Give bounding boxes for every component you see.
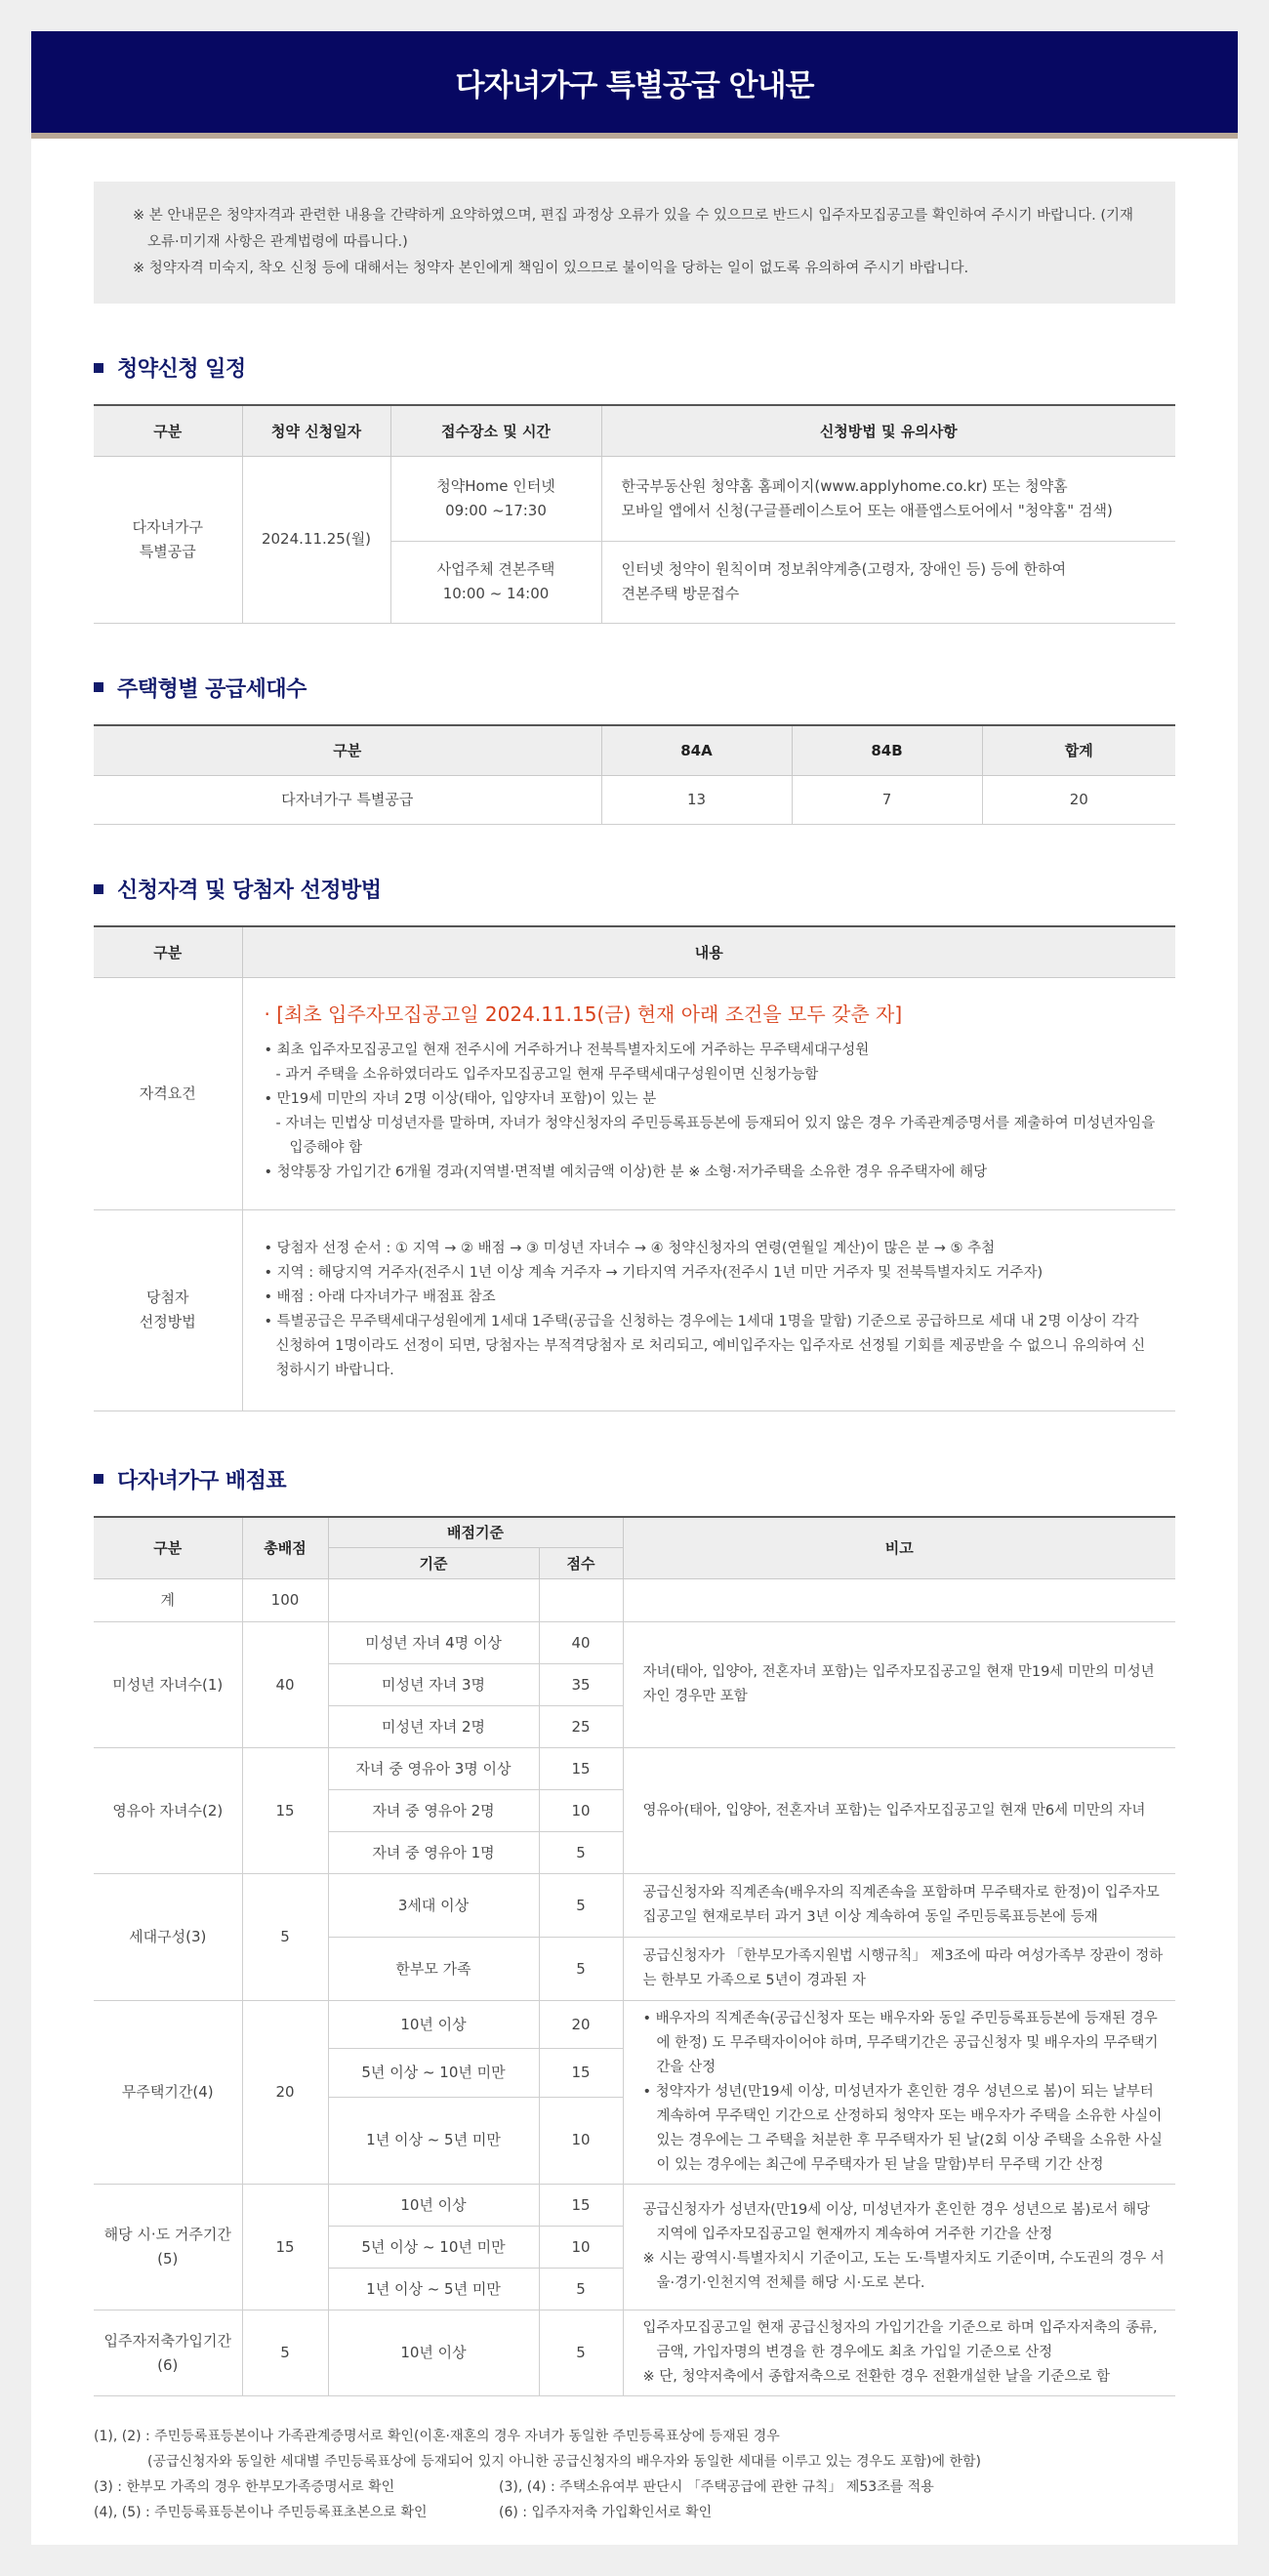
score-points: 40: [539, 1622, 623, 1664]
notice-line: ※ 청약자격 미숙지, 착오 신청 등에 대해서는 청약자 본인에게 책임이 있으므로 불이익을 당하는 일이 없도록 유의하여 주시기 바랍니다.: [133, 261, 969, 276]
score-points: 10: [539, 1790, 623, 1832]
qualification-table: 구분 내용 자격요건 · [최초 입주자모집공고일 2024.11.15(금) 현재 아래 조건을 모두 갖춘 자] • 최초 입주자모집공고일 현재 전주시에 거주하거나 전북특별자치도에 거주하는 무주택세대구성원 - 과거 주택을 소유하였더라도 입주자모집공고일 현재 무주택세대구성원이면 신청가능함 • 만19세 미만의 자녀 2명 이상(태아, 입양자녀 포함)이 있는 분 - 자녀는 민법상 미성년자를 말하며, 자녀가 청약신청자의 주민등록표등본에 등재되어 있지 않은 경우 가족관계증명서를 제출하여 미성년자임을 입증해야 함 • 청약통장 가입기간 6개월 경과(지역별·면적별 예치금액 이상)한 분 ※ 소형·저가주택을 소유한 경우 유주택자에 해당 당첨자 선정방법 • 당첨자 선정 순서 : ① 지역 → ② 배점 → ③ 미성년 자녀수 → ④ 청약신청자의 연령(연월일 계산)이 많은 분 → ⑤ 추첨 • 지역 : 해당지역 거주자(전주시 1년 이상 계속 거주자 → 기타지역 거주자(전주시 1년 미만 거주자 및 전북특별자치도 거주자) • 배점 : 아래 다자녀가구 배점표 참조 • 특별공급은 무주택세대구성원에게 1세대 1주택(공급을 신청하는 경우에는 1세대 1명을 말함) 기준으로 공급하므로 세대 내 2명 이상이 각각 신청하여 1명이라도 선정이 되면, 당첨자는 부적격당첨자 로 처리되고, 예비입주자는 입주자로 선정될 기회를 제공받을 수 없으니 유의하여 신청하시기 바랍니다.: [94, 925, 1175, 1411]
score-criteria: 3세대 이상: [328, 1874, 539, 1938]
schedule-date: 2024.11.25(월): [242, 456, 390, 623]
score-points: 15: [539, 2185, 623, 2227]
requirement-item: - 과거 주택을 소유하였더라도 입주자모집공고일 현재 무주택세대구성원이면 신청가능함: [275, 1066, 819, 1083]
section-title-supply: 주택형별 공급세대수: [94, 673, 1175, 703]
score-remark: [623, 2310, 1175, 2396]
notice-line: ※ 본 안내문은 청약자격과 관련한 내용을 간략하게 요약하였으며, 편집 과정상 오류가 있을 수 있으므로 반드시 입주자모집공고를 확인하여 주시기 바랍니다. (기재오류·미기재 사항은 관계법령에 따릅니다.): [133, 208, 1134, 250]
score-points: 15: [539, 2049, 623, 2097]
score-points: 5: [539, 1938, 623, 2001]
score-criteria: 5년 이상 ~ 10년 미만: [328, 2227, 539, 2269]
score-points: 15: [539, 1748, 623, 1790]
section-title-qualification: 신청자격 및 당첨자 선정방법: [94, 874, 1175, 904]
remark-item: • 배우자의 직계존속(공급신청자 또는 배우자와 동일 주민등록표등본에 등재된 경우에 한정) 도 무주택자이어야 하며, 무주택기간은 공급신청자 및 배우자의 무주택기간을 산정: [642, 2011, 1159, 2075]
score-criteria: 미성년 자녀 4명 이상: [328, 1622, 539, 1664]
score-category: 세대구성(3): [94, 1874, 242, 2001]
section-title-schedule: 청약신청 일정: [94, 352, 1175, 383]
score-criteria: 10년 이상: [328, 2001, 539, 2049]
bullet-square-icon: [94, 363, 103, 373]
footnotes: (1), (2) : 주민등록표등본이나 가족관계증명서로 확인(이혼·재혼의 경우 자녀가 동일한 주민등록표상에 등재된 경우 (공급신청자와 동일한 세대별 주민등록표상에 등재되어 있지 아니한 공급신청자의 배우자와 동일한 세대를 이루고 있는 경우도 포함)에 한함) (3) : 한부모 가족의 경우 한부모가족증명서로 확인 (3), (4) : 주택소유여부 판단시 「주택공급에 관한 규칙」 제53조를 적용 (4), (5) : 주민등록표등본이나 주민등록표초본으로 확인 (6) : 입주자저축 가입확인서로 확인: [94, 2429, 982, 2520]
section-title-score: 다자녀가구 배점표: [94, 1464, 1175, 1494]
requirement-item: • 청약통장 가입기간 6개월 경과(지역별·면적별 예치금액 이상)한 분 ※ 소형·저가주택을 소유한 경우 유주택자에 해당: [264, 1164, 988, 1180]
score-remark: 공급신청자가 「한부모가족지원법 시행규칙」 제3조에 따라 여성가족부 장관이 정하는 한부모 가족으로 5년이 경과된 자: [623, 1938, 1175, 2001]
selection-item: • 배점 : 아래 다자녀가구 배점표 참조: [264, 1289, 496, 1305]
score-total: 5: [242, 1874, 328, 2001]
score-category: 입주자저축가입기간(6): [94, 2310, 242, 2396]
score-points: 5: [539, 2310, 623, 2396]
selection-item: • 당첨자 선정 순서 : ① 지역 → ② 배점 → ③ 미성년 자녀수 → ④ 청약신청자의 연령(연월일 계산)이 많은 분 → ⑤ 추첨: [264, 1241, 996, 1256]
score-category: 해당 시·도 거주기간(5): [94, 2185, 242, 2310]
selection-item: • 지역 : 해당지역 거주자(전주시 1년 이상 계속 거주자 → 기타지역 거주자(전주시 1년 미만 거주자 및 전북특별자치도 거주자): [264, 1265, 1044, 1281]
selection-item: • 특별공급은 무주택세대구성원에게 1세대 1주택(공급을 신청하는 경우에는 1세대 1명을 말함) 기준으로 공급하므로 세대 내 2명 이상이 각각 신청하여 1명이라도 선정이 되면, 당첨자는 부적격당첨자 로 처리되고, 예비입주자는 입주자로 선정될 기회를 제공받을 수 없으니 유의하여 신청하시기 바랍니다.: [264, 1314, 1146, 1378]
score-points: 25: [539, 1706, 623, 1748]
remark-item: ※ 시는 광역시·특별자치시 기준이고, 도는 도·특별자치도 기준이며, 수도권의 경우 서울·경기·인천지역 전체를 해당 시·도로 본다.: [642, 2251, 1165, 2291]
score-total: 20: [242, 2001, 328, 2185]
score-criteria: 10년 이상: [328, 2310, 539, 2396]
table-row: [94, 1622, 1175, 1664]
bullet-square-icon: [94, 1474, 103, 1484]
remark-item: 입주자모집공고일 현재 공급신청자의 가입기간을 기준으로 하며 입주자저축의 종류, 금액, 가입자명의 변경을 한 경우에도 최초 가입일 기준으로 산정: [642, 2320, 1158, 2360]
requirement-list: [265, 1039, 1157, 1185]
selection-list: [265, 1237, 1157, 1383]
bullet-square-icon: [94, 682, 103, 692]
score-points: 5: [539, 2269, 623, 2310]
table-row: [94, 1748, 1175, 1790]
score-points: 20: [539, 2001, 623, 2049]
remark-item: ※ 단, 청약저축에서 종합저축으로 전환한 경우 전환개설한 날을 기준으로 함: [642, 2369, 1110, 2385]
score-remark: [623, 2185, 1175, 2310]
score-remark: 영유아(태아, 입양아, 전혼자녀 포함)는 입주자모집공고일 현재 만6세 미만의 자녀: [623, 1748, 1175, 1874]
requirement-item: • 최초 입주자모집공고일 현재 전주시에 거주하거나 전북특별자치도에 거주하는 무주택세대구성원: [264, 1042, 870, 1058]
remark-item: 공급신청자가 성년자(만19세 이상, 미성년자가 혼인한 경우 성년으로 봄)로서 해당 지역에 입주자모집공고일 현재까지 계속하여 거주한 기간을 산정: [642, 2202, 1150, 2242]
score-criteria: 자녀 중 영유아 1명: [328, 1832, 539, 1874]
score-remark: 자녀(태아, 입양아, 전혼자녀 포함)는 입주자모집공고일 현재 만19세 미만의 미성년자인 경우만 포함: [623, 1622, 1175, 1748]
qualification-headline: · [최초 입주자모집공고일 2024.11.15(금) 현재 아래 조건을 모두 갖춘 자]: [264, 1002, 903, 1026]
score-points: 5: [539, 1874, 623, 1938]
score-remark: 공급신청자와 직계존속(배우자의 직계존속을 포함하며 무주택자로 한정)이 입주자모집공고일 현재로부터 과거 3년 이상 계속하여 동일 주민등록표등본에 등재: [623, 1874, 1175, 1938]
score-criteria: 미성년 자녀 3명: [328, 1664, 539, 1706]
schedule-category: 다자녀가구 특별공급: [94, 456, 242, 623]
score-points: 10: [539, 2097, 623, 2184]
schedule-table: 구분 청약 신청일자 접수장소 및 시간 신청방법 및 유의사항 다자녀가구 특별공급 2024.11.25(월) 청약Home 인터넷 09:00 ~17:30 한국부동산원 청약홈 홈페이지(www.applyhome.co.kr) 또는 청약홈 모바일 앱에서 신청(구글플레이스토어 또는 애플앱스토어에서 "청약홈" 검색) 사업주체 견본주택 10:00 ~ 14:00 인터넷 청약이 원칙이며 정보취약계층(고령자, 장애인 등) 등에 한하여 견본주택 방문접수: [94, 404, 1175, 624]
table-row: [94, 2310, 1175, 2396]
table-row: [94, 2185, 1175, 2227]
score-category: 무주택기간(4): [94, 2001, 242, 2185]
requirement-item: - 자녀는 민법상 미성년자를 말하며, 자녀가 청약신청자의 주민등록표등본에 등재되어 있지 않은 경우 가족관계증명서를 제출하여 미성년자임을 입증해야 함: [275, 1115, 1156, 1156]
score-criteria: 미성년 자녀 2명: [328, 1706, 539, 1748]
bullet-square-icon: [94, 884, 103, 894]
score-criteria: 자녀 중 영유아 2명: [328, 1790, 539, 1832]
score-table: 구분 총배점 배점기준 비고 기준 점수 계 100 미성년 자녀수(1) 40 미성년 자녀 4명 이상 40 자녀(태아, 입양아, 전혼자녀 포함)는 입주자모집공고일 현재 만19세 미만의 미성년자인 경우만 포함 미성년 자녀 3명 35 미성년 자녀 2명 25 영유아 자녀수(2) 15 자녀 중 영유아 3명 이상 15 영유아(태아, 입양아, 전혼자녀 포함)는 입주자모집공고일 현재 만6세 미만의 자녀 자녀 중 영유아 2명 10 자녀 중 영유아 1명 5 세대구성(3) 5 3세대 이상 5 공급신청자와 직계존속(배우자의 직계존속을 포함하며 무주택자로 한정)이 입주자모집공고일 현재로부터 과거 3년 이상 계속하여 동일 주민등록표등본에 등재 한부모 가족 5 공급신청자가 「한부모가족지원법 시행규칙」 제3조에 따라 여성가족부 장관이 정하는 한부모 가족으로 5년이 경과된 자 무주택기간(4) 20 10년 이상 20 • 배우자의 직계존속(공급신청자 또는 배우자와 동일 주민등록표등본에 등재된 경우에 한정) 도 무주택자이어야 하며, 무주택기간은 공급신청자 및 배우자의 무주택기간을 산정 • 청약자가 성년(만19세 이상, 미성년자가 혼인한 경우 성년으로 봄)이 되는 날부터 계속하여 무주택인 기간으로 산정하되 청약자 또는 배우자가 주택을 소유한 사실이 있는 경우에는 그 주택을 처분한 후 무주택자가 된 날(2회 이상 주택을 소유한 사실이 있는 경우에는 최근에 무주택자가 된 날을 말함)부터 무주택 기간 산정 5년 이상 ~ 10년 미만 15 1년 이상 ~ 5년 미만 10 해당 시·도 거주기간(5) 15 10년 이상 15 공급신청자가 성년자(만19세 이상, 미성년자가 혼인한 경우 성년으로 봄)로서 해당 지역에 입주자모집공고일 현재까지 계속하여 거주한 기간을 산정 ※ 시는 광역시·특별자치시 기준이고, 도는 도·특별자치도 기준이며, 수도권의 경우 서울·경기·인천지역 전체를 해당 시·도로 본다. 5년 이상 ~ 10년 미만 10 1년 이상 ~ 5년 미만 5 입주자저축가입기간(6) 5 10년 이상 5 입주자모집공고일 현재 공급신청자의 가입기간을 기준으로 하며 입주자저축의 종류, 금액, 가입자명의 변경을 한 경우에도 최초 가입일 기준으로 산정 ※ 단, 청약저축에서 종합저축으로 전환한 경우 전환개설한 날을 기준으로 함: [94, 1516, 1175, 2397]
score-criteria: 1년 이상 ~ 5년 미만: [328, 2269, 539, 2310]
score-total: 40: [242, 1622, 328, 1748]
score-criteria: 1년 이상 ~ 5년 미만: [328, 2097, 539, 2184]
remark-item: • 청약자가 성년(만19세 이상, 미성년자가 혼인한 경우 성년으로 봄)이 되는 날부터 계속하여 무주택인 기간으로 산정하되 청약자 또는 배우자가 주택을 소유한 사실이 있는 경우에는 그 주택을 처분한 후 무주택자가 된 날(2회 이상 주택을 소유한 사실이 있는 경우에는 최근에 무주택자가 된 날을 말함)부터 무주택 기간 산정: [642, 2084, 1163, 2173]
score-total: 5: [242, 2310, 328, 2396]
score-criteria: 5년 이상 ~ 10년 미만: [328, 2049, 539, 2097]
score-points: 10: [539, 2227, 623, 2269]
score-criteria: 한부모 가족: [328, 1938, 539, 2001]
score-category: 영유아 자녀수(2): [94, 1748, 242, 1874]
notice-box: [94, 182, 1175, 304]
requirement-item: • 만19세 미만의 자녀 2명 이상(태아, 입양자녀 포함)이 있는 분: [264, 1090, 657, 1107]
table-row: [94, 2001, 1175, 2049]
notice-card: [31, 31, 1238, 2545]
score-criteria: 자녀 중 영유아 3명 이상: [328, 1748, 539, 1790]
score-remark: [623, 2001, 1175, 2185]
score-criteria: 10년 이상: [328, 2185, 539, 2227]
score-points: 35: [539, 1664, 623, 1706]
table-row: [94, 1874, 1175, 1938]
score-total: 15: [242, 2185, 328, 2310]
score-points: 5: [539, 1832, 623, 1874]
supply-table: 구분 84A 84B 합계 다자녀가구 특별공급 13 7 20: [94, 724, 1175, 826]
score-total: 15: [242, 1748, 328, 1874]
score-category: 미성년 자녀수(1): [94, 1622, 242, 1748]
page-title: 다자녀가구 특별공급 안내문: [31, 31, 1238, 139]
